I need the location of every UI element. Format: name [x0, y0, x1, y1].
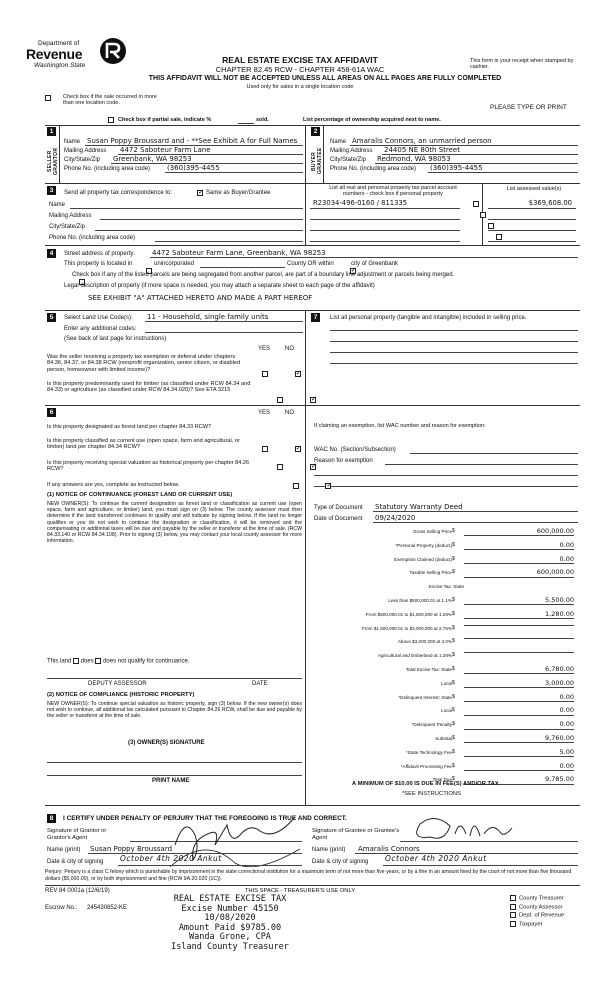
copy-checkbox[interactable]: [510, 904, 516, 910]
fee-dollar-sign: $: [452, 610, 455, 617]
fee-label: Total Due: [432, 777, 452, 783]
legal-description[interactable]: SEE EXHIBIT "A" ATTACHED HERETO AND MADE A PART HEREOF: [88, 294, 313, 302]
corr-phone-field[interactable]: [155, 241, 303, 242]
grantee-signature-icon: [400, 812, 520, 848]
personal-property-line-3[interactable]: [330, 352, 578, 353]
fee-value[interactable]: 5.00: [464, 749, 574, 757]
single-location-note: Used only for sales in a single location code: [246, 84, 354, 90]
seller-grantor-label: SELLER GRANTOR: [47, 147, 59, 175]
fee-label: *Personal Property (deduct): [395, 542, 452, 548]
minimum-fee-note: A MINIMUM OF $10.00 IS DUE IN FEE(S) AND/OR TAX: [352, 781, 499, 787]
sec5-question-1: Was the seller receiving a property tax exemption or deferral under chapters 84.36, 84.37, or 84.38 RCW (nonprofit organization, senior citizen, or disabled person, homeowner with limited income)?: [47, 354, 241, 373]
copy-label: County Assessor: [519, 904, 563, 911]
copy-row: [510, 895, 590, 902]
grantee-print-label: Name (print): [312, 847, 346, 853]
additional-codes-label: Enter any additional codes:: [64, 326, 137, 332]
parcel-4-personal-checkbox[interactable]: [496, 234, 502, 240]
fee-dollar-sign: $: [452, 638, 455, 645]
fee-value[interactable]: 9,785.00: [464, 776, 574, 784]
fee-label: Local: [441, 680, 452, 686]
owner-signature-label: (3) OWNER(S) SIGNATURE: [128, 740, 205, 746]
sec6-q1-yes[interactable]: [262, 446, 268, 452]
corr-city-field[interactable]: [95, 230, 303, 231]
does-label: does: [80, 658, 94, 665]
does-qualify-checkbox[interactable]: [73, 658, 79, 664]
fee-label: Total Excise Tax: State: [405, 667, 452, 672]
copy-label: County Treasurer: [519, 895, 564, 902]
fee-label: Excise Tax: State: [428, 584, 464, 590]
fee-label: Taxable Selling Price: [409, 570, 452, 576]
fee-value[interactable]: 0.00: [464, 721, 574, 729]
doc-date-label: Date of Document: [314, 516, 363, 522]
buyer-phone[interactable]: (360)395-4455: [430, 164, 483, 172]
copy-distribution: [510, 895, 590, 930]
fee-label: Less than $500,000.01 at 1.1%: [388, 598, 452, 603]
wac-label: WAC No. (Section/Subsection): [314, 447, 396, 453]
fee-value[interactable]: 600,000.00: [464, 528, 574, 536]
grantee-date-city[interactable]: October 4th 2020 Ankut: [385, 854, 487, 863]
form-warning: THIS AFFIDAVIT WILL NOT BE ACCEPTED UNLESS ALL AREAS ON ALL PAGES ARE FULLY COMPLETED: [148, 75, 502, 82]
grantee-print-name[interactable]: Amaralis Connors: [358, 845, 420, 853]
parcel-1-personal-checkbox[interactable]: [473, 201, 479, 207]
notice-continuance-text: NEW OWNER(S): To continue the current designation as forest land or classification as current use (open space, farm and agriculture, or timber) land, you must sign on (3) below. The county assessor must then determine if the land transferred continues to qualify and will indicate by signing below. If the land no longer qualifies or you do not wish to continue the designation or classification, it will be removed and the compensating or additional taxes will be due and payable by the seller or transferor at the time of sale. (RCW 84.33.140 or RCW 84.34.108). Prior to signing (3) below, you may contact your local county assessor for more information.: [47, 501, 302, 545]
stamp-line: Amount Paid $9785.00: [178, 922, 282, 933]
fee-label: *Delinquent Interest: State: [398, 694, 452, 700]
additional-codes-field[interactable]: [145, 332, 303, 333]
assessed-field-4[interactable]: [488, 241, 576, 242]
city-of-greenbank: city of Greenbank: [351, 261, 399, 267]
same-as-buyer-label: Same as Buyer/Grantee: [206, 190, 271, 196]
section-5-number: 5: [47, 313, 56, 322]
fee-value[interactable]: 600,000.00: [464, 569, 574, 577]
treasurer-stamp: [150, 895, 310, 952]
fee-dollar-sign: $: [452, 597, 455, 603]
parcel-3-personal-checkbox[interactable]: [488, 223, 494, 229]
fee-value[interactable]: 1,280.00: [464, 611, 574, 619]
print-name-label: PRINT NAME: [152, 778, 190, 784]
section-3-number: 3: [47, 186, 56, 195]
fee-dollar-sign: $: [452, 666, 455, 672]
seller-city[interactable]: Greenbank, WA 98253: [113, 155, 192, 163]
land-qualify-label: [47, 658, 189, 665]
stamp-line: REAL ESTATE EXCISE TAX: [173, 894, 287, 904]
sold-label: sold.: [256, 117, 269, 123]
sec6-q1-no[interactable]: [295, 446, 301, 452]
escrow-number: 245430852-KE: [87, 905, 128, 911]
sec6-question-3: Is this property receiving special valuation as historical property per chapter 84.26 RCW?: [47, 460, 250, 473]
sec5-q2-no[interactable]: [310, 397, 316, 403]
section-8-number: 8: [47, 814, 56, 823]
fee-value[interactable]: 5,500.00: [464, 597, 574, 605]
revenue-text: Revenue: [26, 46, 83, 62]
fee-dollar-sign: $: [452, 528, 455, 534]
personal-property-label: List all personal property (tangible and intangible) included in selling price.: [330, 315, 527, 321]
seller-phone[interactable]: (360)395-4455: [167, 164, 220, 172]
corr-phone-label: Phone No. (including area code): [49, 235, 136, 241]
type-or-print: PLEASE TYPE OR PRINT: [490, 104, 567, 111]
sec5-q1-no[interactable]: [295, 371, 301, 377]
personal-property-line-1[interactable]: [330, 330, 578, 331]
fee-value[interactable]: 9,760.00: [464, 735, 574, 743]
copy-checkbox[interactable]: [510, 912, 516, 918]
doc-date[interactable]: 09/24/2020: [375, 514, 416, 522]
grantee-date-label: Date & city of signing: [312, 859, 369, 865]
sec6-q2-no[interactable]: [310, 464, 316, 470]
partial-sale-pct-line[interactable]: [238, 123, 254, 124]
personal-property-line-4[interactable]: [330, 363, 578, 364]
sec6-question-1: Is this property designated as forest land per chapter 84.33 RCW?: [47, 424, 212, 430]
fee-label: Subtotal: [435, 736, 452, 741]
segregation-label: Check box if any of the listed parcels are being segregated from another parcel, are part of a boundary line adjustment or parcels being merged.: [72, 272, 455, 278]
buyer-name[interactable]: Amaralis Connors, an unmarried person: [352, 137, 492, 145]
fee-dollar-sign: $: [452, 707, 455, 714]
doc-type[interactable]: Statutory Warranty Deed: [375, 503, 463, 511]
grantor-date-city[interactable]: October 4th 2020 Ankut: [120, 854, 222, 863]
washington-state-text: Washington State: [34, 62, 86, 69]
fee-value[interactable]: 6,780.00: [464, 666, 574, 674]
notice-continuance-title: (1) NOTICE OF CONTINUANCE (FOREST LAND OR CURRENT USE): [47, 492, 233, 498]
parcel-number-1[interactable]: R23034-496-0160 / 811335: [313, 199, 408, 207]
fee-dollar-sign: $: [452, 569, 455, 576]
copy-row: [510, 921, 590, 928]
section-4-number: 4: [47, 249, 56, 258]
buyer-grantee-label: BUYER GRANTEE: [311, 147, 323, 175]
buyer-address[interactable]: 24405 NE 80th Street: [384, 146, 460, 154]
fee-value[interactable]: 0.00: [464, 694, 574, 702]
section-6-number: 6: [47, 408, 56, 417]
reason-field-3[interactable]: [314, 486, 578, 487]
sec6-q3-yes[interactable]: [293, 483, 299, 489]
section-1-number: 1: [47, 127, 56, 136]
corr-mailing-field[interactable]: [100, 219, 303, 220]
escrow-label: Escrow No.:: [45, 905, 78, 911]
buyer-city-label: City/State/Zip: [330, 157, 367, 163]
notice-compliance-text: NEW OWNER(S): To continue special valuation as historic property, sign (3) below. If the new owner(s) does not wish to continue, all additional tax calculated pursuant to Chapter 84.26 RCW, shall be due and payable by the seller or transferor at the time of sale.: [47, 701, 302, 720]
seller-name-label: Name: [64, 139, 81, 145]
seller-address-label: Mailing Address: [64, 148, 107, 154]
send-correspondence-label: Send all property tax correspondence to:: [64, 190, 173, 196]
fee-value[interactable]: [464, 652, 574, 653]
seller-phone-label: Phone No. (including area code): [64, 166, 151, 172]
partial-sale-row: [108, 117, 578, 124]
section-7-number: 7: [311, 313, 320, 322]
unincorporated-label: unincorporated: [154, 261, 195, 267]
parcel-field-3[interactable]: [310, 230, 460, 231]
fee-dollar-sign: $: [452, 721, 455, 728]
grantee-sig-label-text: Signature of Grantee or Grantee's Agent: [312, 828, 400, 841]
buyer-address-label: Mailing Address: [330, 148, 373, 154]
dept-of-text: Department of: [38, 40, 80, 47]
fee-dollar-sign: $: [452, 776, 455, 783]
land-qualify-prefix: This land: [47, 658, 72, 665]
section-2-number: 2: [311, 127, 320, 136]
multi-location-checkbox[interactable]: [45, 95, 51, 101]
multi-location-label: Check box if the sale occurred in more than one location code.: [63, 94, 157, 107]
fee-label: Local: [441, 708, 452, 714]
buyer-phone-label: Phone No. (including area code): [330, 166, 417, 172]
grantee-sig-label: [312, 828, 402, 841]
sec6-yes-header: YES: [258, 410, 271, 416]
fee-value[interactable]: [464, 625, 574, 626]
fee-value[interactable]: [464, 638, 574, 639]
reason-label: Reason for exemption: [314, 458, 373, 464]
fee-label: Above $3,000,000 at 3.0%: [397, 639, 452, 645]
print-name-line[interactable]: [47, 775, 302, 776]
sec5-q1-yes[interactable]: [262, 371, 268, 377]
fee-value[interactable]: 0.00: [464, 556, 574, 564]
grantor-date-label: Date & city of signing: [47, 859, 104, 865]
deputy-assessor-label: DEPUTY ASSESSOR: [88, 681, 147, 687]
reason-field[interactable]: [385, 464, 578, 465]
fee-label: From $1,500,000.01 to $3,000,000 at 2.75%: [361, 625, 452, 631]
corr-name-field[interactable]: [70, 208, 303, 209]
form-subtitle: CHAPTER 82.45 RCW - CHAPTER 458-61A WAC: [215, 65, 385, 74]
parcel-2-personal-checkbox[interactable]: [480, 212, 486, 218]
same-as-buyer-checkbox[interactable]: [197, 190, 203, 196]
fee-label: Gross Selling Price: [412, 529, 452, 534]
sec5-question-2: Is this property predominantly used for timber (as classified under RCW 84.34 and 84.33) or agriculture (as classified under RCW 84.34.020)? See ETA 3215: [47, 381, 251, 394]
multi-location-row: [45, 94, 165, 107]
assessed-header: List assessed value(s): [506, 186, 562, 192]
partial-sale-checkbox[interactable]: [108, 117, 114, 123]
if-yes-instructions: If any answers are yes, complete as instructed below.: [47, 482, 180, 488]
assessed-value-1[interactable]: $369,608.00: [528, 199, 572, 207]
copy-label: Dept. of Revenue: [519, 912, 565, 919]
reason-field-2[interactable]: [314, 475, 578, 476]
wac-field[interactable]: [410, 453, 578, 454]
parcel-field-4[interactable]: [310, 241, 460, 242]
fee-value[interactable]: 0.00: [464, 707, 574, 715]
receipt-note: This form is your receipt when stamped by cashier.: [470, 58, 574, 71]
sec5-no-header: NO: [285, 346, 294, 352]
fee-value[interactable]: 3,000.00: [464, 680, 574, 688]
grantor-print-label: Name (print): [47, 847, 81, 853]
fee-label: Exemption Claimed (deduct): [394, 556, 452, 562]
assessed-field-2[interactable]: [488, 219, 576, 220]
stamp-line: Excise Number 45150: [181, 903, 279, 914]
corr-mailing-label: Mailing Address: [49, 213, 92, 219]
fee-label: Agricultural and timberland at 1.28%: [377, 653, 452, 659]
see-instructions-note: *SEE INSTRUCTIONS: [402, 791, 461, 797]
fee-dollar-sign: $: [452, 748, 455, 755]
partial-sale-label: Check box if partial sale, indicate %: [118, 117, 212, 123]
date-label: DATE: [252, 681, 268, 687]
assessed-field-3[interactable]: [488, 230, 576, 231]
fee-dollar-sign: $: [452, 541, 455, 548]
stamp-line: 10/08/2020: [204, 913, 256, 923]
parcel-field-2[interactable]: [310, 219, 460, 220]
does-not-qualify-checkbox[interactable]: [95, 658, 101, 664]
sec6-q2-yes[interactable]: [277, 464, 283, 470]
does-not-label: does not qualify for continuance.: [103, 658, 190, 665]
form-revision: REV 84 0001a (12/6/19): [45, 888, 110, 894]
owner-signature-line[interactable]: [47, 762, 302, 763]
copy-checkbox[interactable]: [510, 895, 516, 901]
street-address-label: Street address of property:: [64, 251, 136, 257]
stamp-line: Wanda Grone, CPA: [189, 932, 271, 942]
stamp-line: Island County Treasurer: [171, 941, 289, 952]
fee-label: *Delinquent Penalty: [411, 722, 452, 728]
treasurer-use-only: THIS SPACE - TREASURER'S USE ONLY: [244, 888, 356, 894]
county-or-within-label: County OR within: [287, 261, 334, 267]
sec6-q3-no[interactable]: [325, 483, 331, 489]
fee-dollar-sign: $: [452, 679, 455, 686]
list-pct-label: List percentage of ownership acquired next to name.: [303, 117, 441, 123]
fee-value[interactable]: 0.00: [464, 542, 574, 550]
exemption-label: If claiming an exemption, list WAC number and reason for exemption:: [314, 423, 486, 429]
doc-type-label: Type of Document: [314, 505, 363, 511]
fee-dollar-sign: $: [452, 693, 455, 700]
personal-property-line-2[interactable]: [330, 341, 578, 342]
legal-desc-label: Legal description of property (if more space is needed, you may attach a separate sheet to each page of the affidavit): [64, 283, 375, 289]
certify-statement: I CERTIFY UNDER PENALTY OF PERJURY THAT THE FOREGOING IS TRUE AND CORRECT.: [63, 815, 347, 822]
fee-dollar-sign: $: [452, 735, 455, 741]
fee-label: *State Technology Fee: [405, 749, 452, 755]
sec6-question-2: Is this property classified as current use (open space, farm and agricultural, or timber) land per chapter 84.34 RCW?: [47, 438, 240, 451]
sec6-no-header: NO: [285, 410, 294, 416]
seller-city-label: City/State/Zip: [64, 157, 101, 163]
corr-city-label: City/State/Zip: [49, 224, 86, 230]
escrow-row: [45, 905, 127, 912]
sec5-q2-yes[interactable]: [277, 397, 283, 403]
fee-value[interactable]: 0.00: [464, 763, 574, 771]
buyer-name-label: Name: [330, 139, 347, 145]
fee-dollar-sign: $: [452, 652, 455, 659]
buyer-city[interactable]: Redmond, WA 98053: [377, 155, 451, 163]
corr-name-label: Name: [49, 202, 66, 208]
land-use-code[interactable]: 11 - Household, single family units: [147, 313, 269, 321]
copy-row: [510, 912, 590, 919]
copy-checkbox[interactable]: [510, 921, 516, 927]
parcel-header: List all real and personal property tax parcel account numbers - check box if personal property: [329, 185, 457, 198]
sec5-yes-header: YES: [258, 346, 271, 352]
deputy-assessor-line[interactable]: [47, 678, 302, 679]
fee-dollar-sign: $: [452, 762, 455, 769]
seller-address[interactable]: 4472 Saboteur Farm Lane: [120, 146, 211, 154]
land-use-label: Select Land Use Code(s):: [64, 315, 133, 321]
form-title: REAL ESTATE EXCISE TAX AFFIDAVIT: [222, 55, 378, 65]
grantor-print-name[interactable]: Susan Poppy Broussard: [90, 845, 173, 853]
fee-label: From $500,000.01 to $1,500,000 at 1.28%: [365, 611, 452, 617]
fee-dollar-sign: $: [452, 624, 455, 631]
fee-label: *Affidavit Processing Fee: [400, 763, 452, 769]
copy-label: Taxpayer: [519, 921, 543, 928]
seller-name[interactable]: Susan Poppy Broussard and - **See Exhibit A for Full Names: [87, 137, 298, 145]
grantor-sig-label: [47, 828, 127, 841]
located-label: This property is located in: [64, 261, 133, 267]
notice-compliance-title: (2) NOTICE OF COMPLIANCE (HISTORIC PROPERTY): [47, 692, 195, 698]
copy-row: [510, 904, 590, 911]
grantor-sig-label-text: Signature of Grantor or Grantor's Agent: [47, 828, 107, 841]
see-back-label: (See back of last page for instructions): [64, 336, 167, 342]
perjury-statement: Perjury: Perjury is a class C felony which is punishable by imprisonment in the state correctional institution for a maximum term of not more than five years, or by a fine in an amount fixed by the court of not more than five thousand dollars ($5,000.00), or by both imprisonment and fine (RCW 9A.20.020 (1C)).: [45, 869, 572, 882]
fee-dollar-sign: $: [452, 555, 455, 562]
street-address[interactable]: 4472 Saboteur Farm Lane, Greenbank, WA 98253: [152, 249, 326, 257]
